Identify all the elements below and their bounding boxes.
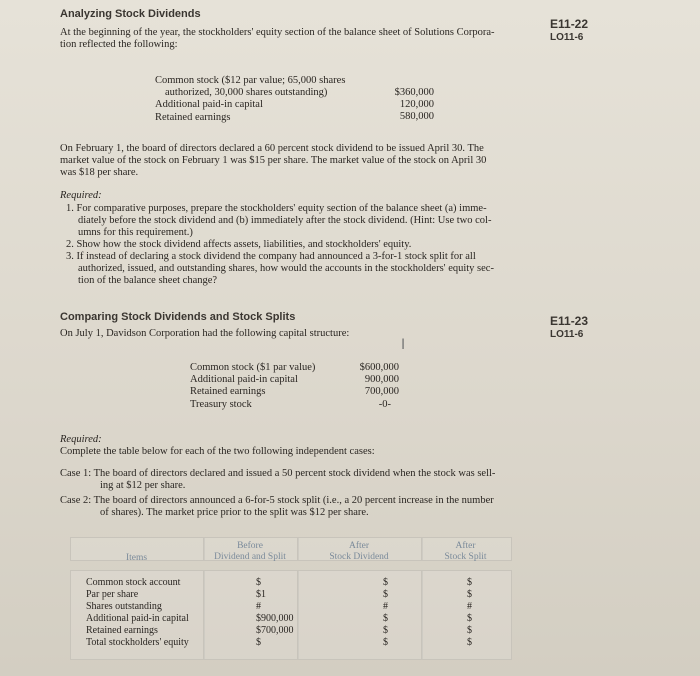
- header-line: Dividend and Split: [214, 552, 286, 562]
- header-before: [203, 541, 297, 563]
- capital-amount: 900,000: [364, 374, 399, 386]
- case-line: Case 2: The board of directors announced a 6-for-5 stock split (i.e., a 20 percent increase in the number: [60, 495, 494, 506]
- header-line: Stock Dividend: [329, 552, 389, 562]
- required-item: 3. If instead of declaring a stock dividend the company had announced a 3-for-1 stock split for all: [66, 251, 476, 262]
- capital-amounts: [347, 362, 399, 411]
- capital-label: Retained earnings: [190, 386, 266, 398]
- after-dividend-cell[interactable]: $: [383, 613, 388, 624]
- intro-line: At the beginning of the year, the stockholders' equity section of the balance sheet of Solutions Corpora-: [60, 27, 495, 38]
- answer-table: [70, 537, 510, 661]
- table-item: Additional paid-in capital: [86, 613, 189, 624]
- before-column: [256, 577, 294, 649]
- after-split-cell[interactable]: $: [467, 625, 472, 636]
- after-split-column: [467, 577, 472, 649]
- capital-amount: $600,000: [359, 362, 399, 373]
- exercise-code-e11-23: E11-23: [550, 314, 589, 328]
- case-2: [60, 495, 494, 519]
- equity-amount: 120,000: [399, 99, 434, 111]
- intro-line: tion reflected the following:: [60, 39, 178, 50]
- table-item: Total stockholders' equity: [86, 637, 189, 648]
- required-item: 1. For comparative purposes, prepare the stockholders' equity section of the balance sheet (a) imme-: [66, 203, 487, 214]
- after-split-cell[interactable]: $: [467, 577, 472, 588]
- header-line: After: [455, 541, 476, 551]
- after-dividend-cell[interactable]: $: [383, 637, 388, 648]
- equity-amount: $360,000: [394, 87, 434, 98]
- capital-labels: [190, 362, 315, 411]
- required-text: Complete the table below for each of the two following independent cases:: [60, 446, 375, 457]
- exercise-code-e11-22: E11-22: [550, 17, 589, 31]
- equity-amount: 580,000: [399, 111, 434, 123]
- section1-intro: [60, 27, 494, 51]
- section2-intro: On July 1, Davidson Corporation had the following capital structure:: [60, 328, 350, 339]
- header-line: After: [348, 541, 370, 551]
- table-item: Common stock account: [86, 577, 181, 588]
- capital-amount: 700,000: [364, 386, 399, 398]
- header-after-split: [421, 541, 510, 563]
- header-after-dividend: [297, 541, 421, 563]
- capital-label: Common stock ($1 par value): [190, 362, 316, 373]
- table-item: Shares outstanding: [86, 601, 162, 612]
- equity-label: Additional paid-in capital: [155, 99, 263, 111]
- after-dividend-cell[interactable]: $: [383, 577, 388, 588]
- after-dividend-cell[interactable]: $: [383, 589, 388, 600]
- text-cursor-icon: I: [401, 337, 406, 353]
- section-title-comparing-dividends-splits: Comparing Stock Dividends and Stock Splits: [60, 311, 296, 323]
- after-split-cell[interactable]: $: [467, 637, 472, 648]
- paragraph-line: market value of the stock on February 1 was $15 per share. The market value of the stock on April 30: [60, 155, 487, 166]
- section-title-analyzing-stock-dividends: Analyzing Stock Dividends: [60, 8, 201, 20]
- table-item: Retained earnings: [86, 625, 158, 636]
- header-line: Stock Split: [444, 552, 487, 562]
- learning-objective-lo11-6: LO11-6: [550, 329, 584, 340]
- after-split-cell[interactable]: $: [467, 613, 472, 624]
- learning-objective-lo11-6: LO11-6: [550, 32, 584, 43]
- case-line: ing at $12 per share.: [100, 480, 186, 491]
- paragraph-line: On February 1, the board of directors declared a 60 percent stock dividend to be issued April 30. The: [60, 143, 484, 154]
- before-cell[interactable]: $1: [256, 589, 266, 600]
- after-dividend-column: [383, 577, 388, 649]
- case-line: of shares). The market price prior to the split was $12 per share.: [100, 507, 369, 518]
- required-item: umns for this requirement.): [78, 227, 193, 238]
- equity-label: authorized, 30,000 shares outstanding): [165, 87, 328, 99]
- capital-label: Additional paid-in capital: [190, 374, 298, 386]
- required-label: Required:: [60, 190, 102, 201]
- equity-label: Retained earnings: [155, 111, 231, 123]
- required-item: 2. Show how the stock dividend affects assets, liabilities, and stockholders' equity.: [66, 239, 412, 250]
- case-1: [60, 468, 495, 492]
- table-item: Par per share: [86, 589, 139, 600]
- after-dividend-cell[interactable]: #: [383, 601, 388, 612]
- header-line: Before: [237, 541, 263, 551]
- before-cell[interactable]: $: [256, 577, 261, 588]
- item-column: [86, 577, 189, 649]
- required-item: authorized, issued, and outstanding shares, how would the accounts in the stockholders' equity sec-: [78, 263, 494, 274]
- before-cell[interactable]: #: [256, 601, 261, 612]
- after-dividend-cell[interactable]: $: [383, 625, 388, 636]
- header-items: Items: [125, 553, 148, 563]
- case-line: Case 1: The board of directors declared and issued a 50 percent stock dividend when the stock was sell-: [60, 468, 496, 479]
- before-cell[interactable]: $900,000: [256, 613, 294, 624]
- equity-label: Common stock ($12 par value; 65,000 shares: [155, 75, 346, 86]
- section1-required: [66, 203, 494, 287]
- capital-amount: -0-: [378, 398, 391, 410]
- required-item: tion of the balance sheet change?: [78, 275, 218, 286]
- after-dividend-column-box: [297, 570, 423, 660]
- after-split-cell[interactable]: #: [467, 601, 472, 612]
- equity-labels: [155, 75, 345, 124]
- after-split-cell[interactable]: $: [467, 589, 472, 600]
- before-cell[interactable]: $700,000: [256, 625, 294, 636]
- section1-paragraph: [60, 143, 486, 179]
- required-label: Required:: [60, 434, 102, 445]
- required-item: diately before the stock dividend and (b) immediately after the stock dividend. (Hint: Use two col-: [78, 215, 492, 226]
- paragraph-line: was $18 per share.: [60, 167, 139, 178]
- before-cell[interactable]: $: [256, 637, 261, 648]
- equity-amounts: [382, 87, 434, 124]
- capital-label: Treasury stock: [190, 398, 252, 410]
